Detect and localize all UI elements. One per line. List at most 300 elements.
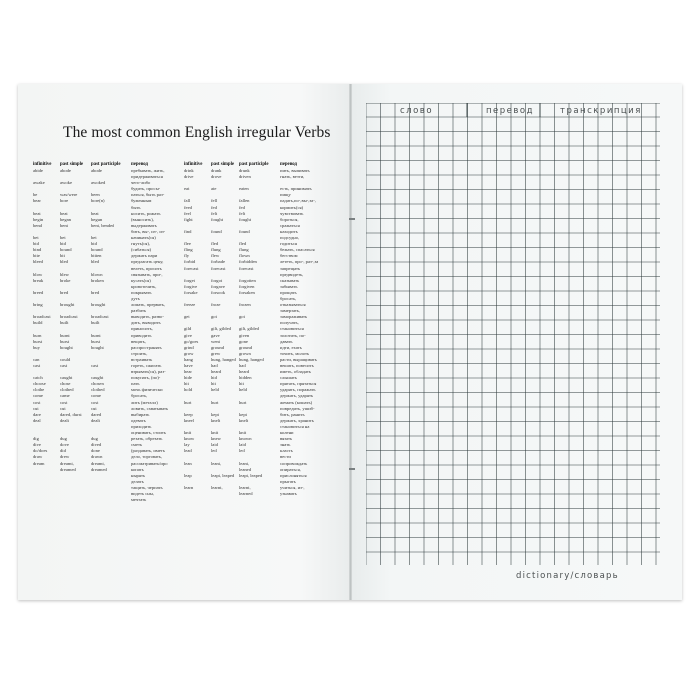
verb-cell: flew — [211, 253, 220, 259]
verb-cell: приходить — [131, 423, 152, 429]
verb-cell: broadcast — [60, 314, 78, 320]
verb-cell: choose — [33, 381, 46, 387]
verb-cell: hit — [239, 381, 244, 387]
verb-cell: drive — [184, 174, 194, 180]
verb-cell: feed — [184, 204, 192, 210]
verb-cell: рассматривать/иро — [131, 460, 168, 466]
verb-cell: гореть, сжигать — [131, 363, 162, 368]
verb-cell: go/goes — [184, 338, 199, 344]
verb-cell: caught — [60, 375, 73, 381]
verb-cell: кровоточить, — [131, 283, 157, 289]
verb-cell: dreamed — [60, 466, 76, 472]
verb-cell: пать — [131, 381, 140, 387]
verb-cell: forgive — [184, 283, 198, 289]
verb-cell: had — [239, 363, 246, 368]
verb-cell: learnt, — [239, 484, 251, 490]
verb-cell: (выносить), — [131, 216, 154, 222]
verb-cell: распространять — [131, 344, 162, 350]
verb-cell: learn — [184, 484, 194, 490]
verb-cell: can — [33, 356, 40, 362]
verb-cell: burn — [33, 332, 42, 338]
verb-cell: know — [184, 436, 195, 442]
verb-cell: hid — [211, 375, 217, 381]
verb-cell: прыгать — [280, 478, 296, 484]
verb-cell: went — [211, 338, 220, 344]
verb-cell: hit — [184, 381, 189, 387]
verb-cell: dive — [33, 442, 41, 448]
column-header-translation: перевод — [486, 106, 534, 116]
verb-cell: abode — [60, 168, 71, 173]
verb-cell: got — [239, 314, 245, 320]
verb-cell: gave — [211, 332, 220, 338]
verb-cell: bound — [91, 247, 103, 253]
verb-cell: knit — [211, 430, 219, 436]
verb-cell: fling — [184, 247, 193, 253]
verb-cell: could — [60, 356, 71, 362]
verb-cell: будить, просы- — [131, 186, 161, 192]
verb-cell: awoked — [91, 180, 106, 186]
verb-cell: began — [60, 216, 71, 222]
verb-cell: кормить(ся) — [280, 204, 304, 210]
verb-cell: heard — [211, 369, 222, 375]
verb-cell: come — [33, 393, 43, 399]
verb-cell: bit — [60, 253, 65, 259]
verb-cell: опираться, — [280, 466, 301, 472]
verb-cell: hung, hanged — [211, 356, 236, 362]
verb-cell: keep — [184, 411, 193, 417]
verb-cell: hung, hanged — [239, 356, 264, 362]
verb-cell: ломать, прервать, — [131, 302, 166, 308]
verb-cell: led — [239, 448, 245, 454]
verb-cell: знать — [280, 442, 291, 448]
verb-cell: bitten — [91, 253, 102, 259]
verb-cell: leapt, leaped — [239, 472, 263, 478]
verb-cell: приносить, — [131, 326, 153, 332]
verb-cell: bore(n) — [91, 198, 105, 204]
verb-cell: есть, принимать — [280, 186, 312, 192]
verb-cell: выводить, разво- — [131, 314, 164, 320]
verb-cell: hurt — [211, 399, 219, 405]
verb-cell: сметь — [131, 442, 143, 448]
verb-cell: blown — [91, 271, 103, 277]
verb-cell: пищу — [280, 192, 291, 198]
verb-cell: dare — [33, 411, 41, 417]
verb-cell: abode — [91, 168, 102, 173]
verb-cell: bear — [33, 198, 41, 204]
verb-cell: frozen — [239, 302, 251, 308]
verb-cell: гнуть(ся), — [131, 241, 151, 247]
verb-cell: ground — [211, 344, 225, 350]
verb-cell: froze — [211, 302, 221, 308]
verb-cell: bore — [60, 198, 69, 204]
verb-cell: бросать, — [280, 295, 297, 301]
verb-cell: класть — [280, 448, 293, 454]
verb-cell: hidden — [239, 375, 252, 381]
verb-cell: leapt, leaped — [211, 472, 235, 478]
verb-cell: got — [211, 314, 217, 320]
verb-cell: (раздавать, иметь — [131, 448, 165, 454]
verb-cell: flown — [239, 253, 250, 259]
verb-cell: замораживать — [280, 314, 308, 320]
verb-cell: становиться — [280, 326, 304, 332]
verb-cell: предлагать цену, — [131, 259, 164, 265]
verb-cell: eaten — [239, 186, 249, 192]
verb-cell: резать, обрезать — [131, 436, 163, 442]
verb-cell: hurt — [239, 399, 247, 405]
verb-cell: тащить, черпать — [131, 484, 163, 490]
verb-cell: had — [211, 363, 218, 368]
verb-cell: hear — [184, 369, 192, 375]
verb-cell: dug — [91, 436, 98, 442]
dictionary-grid — [366, 103, 660, 569]
verb-cell: grind — [184, 344, 194, 350]
verb-cell: found — [211, 228, 222, 234]
verb-cell: bred — [60, 289, 69, 295]
verb-cell: жемать (кошать) — [280, 399, 313, 405]
verb-cell: cut — [60, 405, 66, 411]
verb-cell: dug — [60, 436, 67, 442]
verb-cell: узнавать — [280, 490, 297, 496]
verb-cell: золотить, по- — [280, 332, 306, 338]
verb-cell: give — [184, 332, 192, 338]
verb-cell: встраивать — [131, 356, 153, 362]
verb-cell: пить, выпивать — [280, 168, 310, 173]
verb-cell: мочь физически — [131, 387, 163, 393]
verb-cell: видеть сны, — [131, 490, 154, 496]
verb-cell: held — [239, 387, 247, 393]
verb-cell: bled — [60, 259, 68, 265]
verb-cell: abide — [33, 168, 43, 173]
verb-cell: нырять — [131, 472, 146, 478]
verb-cell: forbidden — [239, 259, 257, 265]
verb-cell: broadcast — [91, 314, 109, 320]
verb-cell: bid — [60, 241, 66, 247]
verb-cell: получать, — [280, 320, 299, 326]
verb-cell: begin — [33, 216, 44, 222]
verb-cell: drawn — [91, 454, 103, 460]
verb-cell: clothe — [33, 387, 45, 393]
verb-cell: burnt — [60, 332, 70, 338]
verb-cell: повредить, ушиб- — [280, 405, 315, 411]
verb-cell: выбирать — [131, 411, 150, 417]
verb-cell: связывать, при-, — [131, 271, 163, 277]
verb-cell: ловить, схватывать — [131, 405, 169, 411]
verb-cell: (сибаться) — [131, 247, 152, 253]
verb-cell: fled — [239, 241, 247, 247]
verb-cell: knit — [239, 430, 247, 436]
verb-cell: идти, ехать — [280, 344, 302, 350]
verb-cell: bled — [91, 259, 99, 265]
verb-cell: cast — [91, 363, 99, 368]
verb-cell: держать, ударять — [280, 393, 314, 399]
header-infinitive-2: infinitive — [184, 162, 203, 167]
verb-cell: отказываться — [280, 302, 306, 308]
verb-cell: catch — [33, 375, 43, 381]
verb-cell: broadcast — [33, 314, 51, 320]
verb-cell: freeze — [184, 302, 196, 308]
verb-cell: kneel — [184, 417, 194, 423]
verb-cell: fight — [184, 216, 193, 222]
verb-cell: drank — [211, 168, 222, 173]
verb-cell: leaned — [239, 466, 251, 472]
verb-cell: вещать, — [131, 338, 146, 344]
verb-cell: gilt, gilded — [211, 326, 231, 332]
verb-cell: dove — [60, 442, 69, 448]
verb-cell: forsook — [211, 289, 226, 295]
verb-cell: ground — [239, 344, 253, 350]
verb-cell: колени — [280, 430, 294, 436]
verb-cell: дить, выводить — [131, 320, 161, 326]
verb-cell: одевать — [131, 417, 146, 423]
verb-cell: вешать, повесить — [280, 363, 314, 368]
verb-cell — [33, 467, 51, 473]
verb-cell: чувствовать — [280, 210, 304, 216]
verb-cell: ate — [211, 186, 217, 192]
verb-cell: придерживаться — [131, 174, 163, 180]
verb-cell: feel — [184, 210, 191, 216]
verb-cell: слышать — [280, 375, 297, 381]
verb-cell: bite — [33, 253, 40, 259]
verb-cell: done — [91, 448, 100, 454]
verb-cell: лететь, про-, раз-,за — [280, 259, 319, 265]
verb-cell: бегством — [280, 253, 298, 259]
verb-cell: knelt — [239, 417, 249, 423]
verb-cell: bent — [60, 222, 68, 228]
block2-infinitive-column — [184, 168, 199, 497]
verb-cell: flee — [184, 241, 191, 247]
verb-cell: bet — [91, 235, 97, 241]
verb-cell: was/were — [60, 192, 78, 198]
verb-cell: вязать — [280, 436, 293, 442]
verb-cell: fall — [184, 198, 191, 204]
verb-cell: burst — [91, 338, 101, 344]
verb-cell: deal — [33, 417, 41, 423]
verb-cell: bet — [60, 235, 66, 241]
verb-cell: fought — [211, 216, 223, 222]
verb-cell: have — [184, 363, 193, 368]
verb-cell: burst — [33, 338, 43, 344]
verb-cell: cut — [91, 405, 97, 411]
header-translation-2: перевод — [280, 162, 297, 167]
verb-cell: бороться, — [280, 216, 299, 222]
verb-cell: did — [60, 448, 66, 454]
verb-cell: ударять, поражать — [280, 387, 316, 393]
verb-cell: forbade — [211, 259, 226, 265]
verb-cell: дело, торговать, — [131, 454, 163, 460]
verb-cell: felt — [239, 210, 246, 216]
verb-cell: drunk — [239, 168, 250, 173]
verb-cell: forgave — [211, 283, 225, 289]
block1-past-participle-column — [91, 168, 114, 473]
verb-cell: bleed — [33, 259, 43, 265]
block1-past-simple-column — [60, 168, 82, 473]
verb-cell: dealt — [91, 417, 100, 423]
staple-top — [349, 218, 355, 220]
verb-cell: hold — [184, 387, 193, 393]
header-past-simple: past simple — [60, 162, 84, 167]
verb-cell: прощать — [280, 289, 297, 295]
verb-cell: носить, рожать — [131, 210, 161, 216]
verb-cell — [184, 491, 199, 497]
verb-cell: kept — [211, 411, 219, 417]
verb-cell: bend — [33, 222, 42, 228]
verb-cell: be — [33, 192, 38, 198]
verb-cell: beat — [60, 210, 68, 216]
verb-cell: мечтать — [131, 497, 147, 503]
block1-translation-column — [131, 168, 168, 503]
verb-cell: brought — [60, 302, 75, 308]
verb-cell: пребывать, жить, — [131, 168, 165, 173]
verb-cell: cut — [33, 405, 39, 411]
verb-cell: dared — [91, 411, 102, 417]
verb-cell: kept — [239, 411, 247, 417]
verb-cell: сражаться — [280, 222, 300, 228]
verb-cell: drove — [211, 174, 222, 180]
verb-cell: взрывать(ся), раз- — [131, 369, 166, 375]
verb-cell: grew — [211, 350, 221, 356]
verb-cell: forecast — [211, 265, 226, 271]
verb-cell: быть — [131, 204, 141, 210]
verb-cell: cost — [33, 399, 41, 405]
verb-cell: eat — [184, 186, 190, 192]
verb-cell: laid — [239, 442, 246, 448]
verb-cell: known — [239, 436, 252, 442]
verb-cell: leant, — [239, 460, 250, 466]
verb-cell: приводить — [131, 332, 152, 338]
verb-cell: вести — [280, 454, 291, 460]
verb-cell: копать — [131, 466, 144, 472]
verb-cell: forgot — [211, 277, 223, 283]
verb-cell: давать — [280, 338, 293, 344]
verb-cell: forecast — [239, 265, 254, 271]
verb-cell: bring — [33, 302, 43, 308]
verb-cell: начинать(ся) — [131, 235, 156, 241]
verb-cell: bred — [91, 289, 100, 295]
verb-cell: learnt, — [211, 484, 223, 490]
verb-cell: строить, — [131, 350, 148, 356]
verb-cell: запрещать — [280, 265, 301, 271]
verb-cell: burst — [60, 338, 70, 344]
header-translation: перевод — [131, 162, 148, 167]
verb-cell: buy — [33, 344, 40, 350]
verb-cell: разбить — [131, 308, 147, 314]
verb-cell: сказывать — [280, 277, 300, 283]
verb-cell: чего-либо — [131, 180, 151, 186]
verb-cell: бить, ранить — [280, 411, 305, 417]
verb-cell: get — [184, 314, 190, 320]
verb-cell: awake — [33, 180, 45, 186]
verb-cell: build — [33, 320, 43, 326]
verb-cell: держать пари — [131, 253, 158, 259]
verb-cell: hurt — [184, 399, 192, 405]
verb-cell: паться, быть раз- — [131, 192, 165, 198]
block2-past-participle-column — [239, 168, 264, 497]
verb-cell: hang — [184, 356, 193, 362]
column-header-transcription: транскрипция — [560, 106, 642, 116]
verb-cell: bid — [91, 241, 97, 247]
verb-cell: расти, выращивать — [280, 356, 317, 362]
verb-cell: awoke — [60, 180, 72, 186]
verb-cell: оценивать, стоить — [131, 430, 166, 436]
verb-cell: бежать, спасаться — [280, 247, 315, 253]
verb-cell: lay — [184, 442, 190, 448]
verb-cell: been — [91, 192, 100, 198]
verb-cell: knit — [184, 430, 192, 436]
verb-cell: bought — [91, 344, 104, 350]
page-fold — [349, 84, 352, 600]
verb-cell: chose — [60, 381, 71, 387]
verb-cell: forsaken — [239, 289, 255, 295]
verb-cell: lean — [184, 460, 192, 466]
verb-cell: begun — [91, 216, 103, 222]
verb-cell: bound — [60, 247, 72, 253]
verb-cell: замерзать, — [280, 308, 301, 314]
verb-cell: hide — [184, 375, 192, 381]
verb-cell: clothed — [60, 387, 74, 393]
verb-cell: cost — [60, 399, 68, 405]
verb-cell: bid — [33, 241, 39, 247]
dictionary-label: dictionary/словарь — [516, 571, 619, 581]
verb-cell: forgotten — [239, 277, 256, 283]
verb-cell: покупать, (по)- — [131, 375, 161, 381]
verb-cell: бросать, — [131, 393, 148, 399]
verb-cell: felt — [211, 210, 218, 216]
verb-cell: прятать, прятаться — [280, 381, 317, 387]
verb-cell: knelt — [211, 417, 221, 423]
verb-cell: dig — [33, 436, 39, 442]
verb-cell: cast — [60, 363, 68, 368]
verb-cell: came — [60, 393, 70, 399]
verb-cell: built — [60, 320, 69, 326]
verb-cell: given — [239, 332, 250, 338]
verb-cell: broken — [91, 277, 104, 283]
verb-cell: forgiven — [239, 283, 255, 289]
verb-cell: beat — [91, 210, 99, 216]
verb-cell: dreamt, — [60, 460, 74, 466]
verb-cell: burnt — [91, 332, 101, 338]
verb-cell: driven — [239, 174, 251, 180]
header-past-participle-2: past participle — [239, 162, 269, 167]
verb-cell: fallen — [239, 198, 250, 204]
verb-cell: fought — [239, 216, 251, 222]
page-title: The most common English irregular Verbs — [63, 124, 331, 141]
verb-cell: становиться на — [280, 423, 310, 429]
verb-cell: heard — [239, 369, 250, 375]
verb-cell: находить — [280, 228, 298, 234]
verb-cell: beat — [33, 210, 41, 216]
verb-cell: бить, вы-, из-, из- — [131, 228, 166, 234]
verb-cell: led — [211, 448, 217, 454]
verb-cell: bought — [60, 344, 73, 350]
verb-cell: forget — [184, 277, 195, 283]
verb-cell: gilt, gilded — [239, 326, 259, 332]
verb-cell: покрывать — [131, 289, 152, 295]
verb-cell: flung — [211, 247, 221, 253]
verb-cell: dared, durst — [60, 411, 82, 417]
verb-cell: держать, хранить — [280, 417, 314, 423]
verb-cell: drink — [184, 168, 194, 173]
verb-cell: gild — [184, 326, 192, 332]
verb-cell: flung — [239, 247, 249, 253]
verb-cell: leap — [184, 472, 192, 478]
block2-translation-column — [280, 168, 318, 497]
verb-cell: bind — [33, 247, 42, 253]
verb-cell: forbid — [184, 259, 196, 265]
verb-cell: буженным — [131, 198, 152, 204]
verb-cell: учиться, из-, — [280, 484, 305, 490]
verb-cell: forecast — [184, 265, 199, 271]
verb-cell: выдерживать — [131, 222, 157, 228]
